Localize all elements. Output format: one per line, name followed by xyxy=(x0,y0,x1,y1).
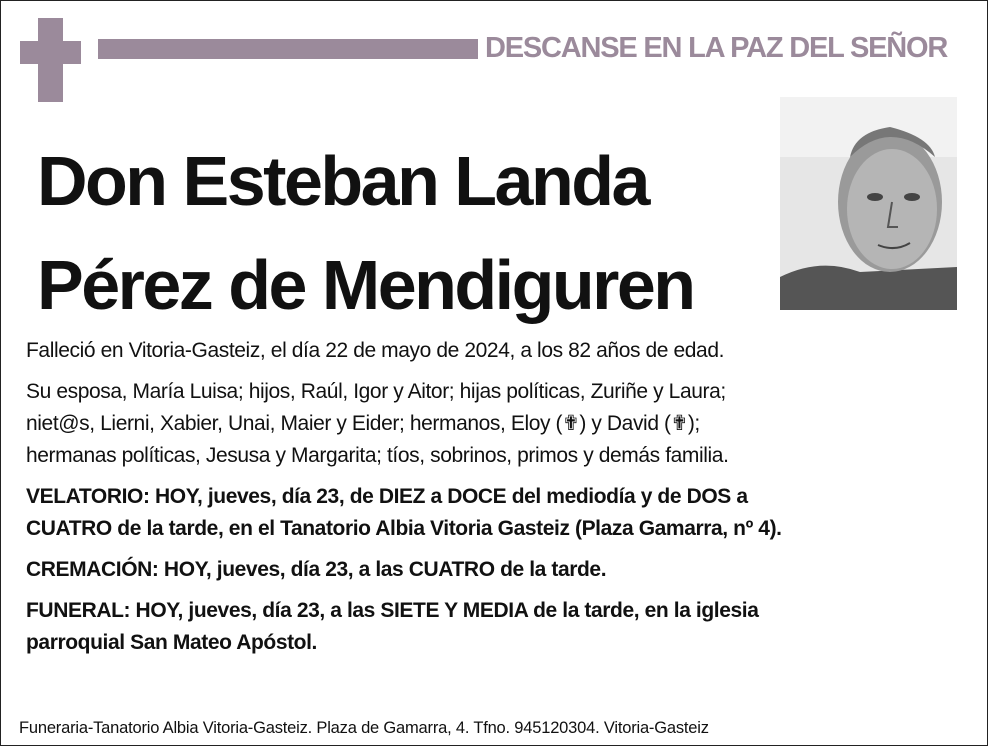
notice-body xyxy=(26,335,976,668)
family-line: niet@s, Lierni, Xabier, Unai, Maier y Eider; hermanos, Eloy (✟) y David (✟); xyxy=(26,412,700,435)
family-list xyxy=(26,376,976,472)
name-line-1: Don Esteban Landa xyxy=(37,142,648,220)
funeral-line: FUNERAL: HOY, jueves, día 23, a las SIETE Y MEDIA de la tarde, en la iglesia xyxy=(26,599,759,622)
cross-icon-arm xyxy=(20,41,81,64)
name-line-2: Pérez de Mendiguren xyxy=(37,246,694,324)
death-announcement: Falleció en Vitoria-Gasteiz, el día 22 de mayo de 2024, a los 82 años de edad. xyxy=(26,339,725,362)
funeral-home-footer: Funeraria-Tanatorio Albia Vitoria-Gasteiz. Plaza de Gamarra, 4. Tfno. 945120304. Vitoria-Gasteiz xyxy=(19,719,709,737)
funeral-info xyxy=(26,595,976,659)
cremacion-info: CREMACIÓN: HOY, jueves, día 23, a las CUATRO de la tarde. xyxy=(26,558,607,581)
velatorio-info xyxy=(26,481,976,545)
family-line: hermanas políticas, Jesusa y Margarita; tíos, sobrinos, primos y demás familia. xyxy=(26,444,729,467)
velatorio-line: CUATRO de la tarde, en el Tanatorio Albia Vitoria Gasteiz (Plaza Gamarra, nº 4). xyxy=(26,517,782,540)
velatorio-line: VELATORIO: HOY, jueves, día 23, de DIEZ a DOCE del mediodía y de DOS a xyxy=(26,485,748,508)
header-rule xyxy=(98,39,478,59)
funeral-line: parroquial San Mateo Apóstol. xyxy=(26,631,317,654)
deceased-name xyxy=(37,129,694,337)
family-line: Su esposa, María Luisa; hijos, Raúl, Igor y Aitor; hijas políticas, Zuriñe y Laura; xyxy=(26,380,726,403)
portrait-photo xyxy=(780,97,957,310)
motto: DESCANSE EN LA PAZ DEL SEÑOR xyxy=(485,32,948,64)
